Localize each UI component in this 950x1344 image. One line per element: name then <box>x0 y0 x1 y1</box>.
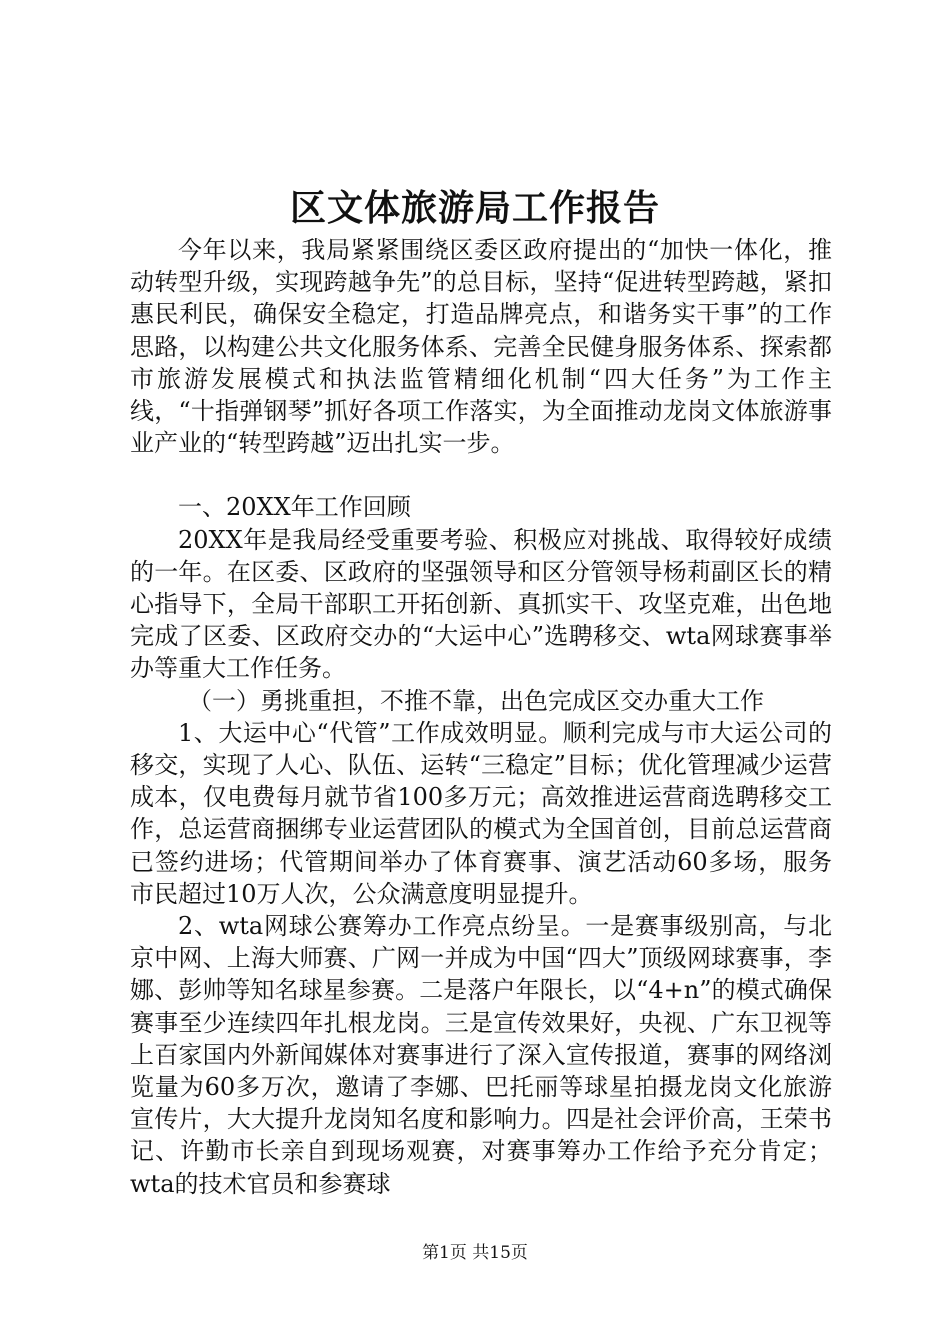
section-heading: 一、20XX年工作回顾 <box>178 493 411 522</box>
document-title: 区文体旅游局工作报告 <box>289 187 660 229</box>
document-body <box>130 234 832 1200</box>
body-paragraph: 1、大运中心“代管”工作成效明显。顺利完成与市大运公司的移交，实现了人心、队伍、运转“三稳定”目标；优化管理减少运营成本，仅电费每月就节省100多万元；高效推进运营商选聘移交工作，总运营商捆绑专业运营团队的模式为全国首创，目前总运营商已签约进场；代管期间举办了体育赛事、演艺活动60多场，服务市民超过10万人次，公众满意度明显提升。 <box>130 718 832 908</box>
page-number-footer: 第1页 共15页 <box>422 1243 528 1263</box>
body-paragraph: 20XX年是我局经受重要考验、积极应对挑战、取得较好成绩的一年。在区委、区政府的坚强领导和区分管领导杨莉副区长的精心指导下，全局干部职工开拓创新、真抓实干、攻坚克难，出色地完成了区委、区政府交办的“大运中心”选聘移交、wta网球赛事举办等重大工作任务。 <box>130 525 832 683</box>
body-paragraph: 2、wta网球公赛筹办工作亮点纷呈。一是赛事级别高，与北京中网、上海大师赛、广网一并成为中国“四大”顶级网球赛事，李娜、彭帅等知名球星参赛。二是落户年限长，以“4+n”的模式确保赛事至少连续四年扎根龙岗。三是宣传效果好，央视、广东卫视等上百家国内外新闻媒体对赛事进行了深入宣传报道，赛事的网络浏览量为60多万次，邀请了李娜、巴托丽等球星拍摄龙岗文化旅游宣传片，大大提升龙岗知名度和影响力。四是社会评价高，王荣书记、许勤市长亲自到现场观赛，对赛事筹办工作给予充分肯定；wta的技术官员和参赛球 <box>130 912 832 1198</box>
subsection-heading: （一）勇挑重担，不推不靠，出色完成区交办重大工作 <box>188 686 764 715</box>
intro-paragraph: 今年以来，我局紧紧围绕区委区政府提出的“加快一体化，推动转型升级，实现跨越争先”的总目标，坚持“促进转型跨越，紧扣惠民利民，确保安全稳定，打造品牌亮点，和谐务实干事”的工作思路，以构建公共文化服务体系、完善全民健身服务体系、探索都市旅游发展模式和执法监管精细化机制“四大任务”为工作主线，“十指弹钢琴”抓好各项工作落实，为全面推动龙岗文体旅游事业产业的“转型跨越”迈出扎实一步。 <box>130 236 832 458</box>
